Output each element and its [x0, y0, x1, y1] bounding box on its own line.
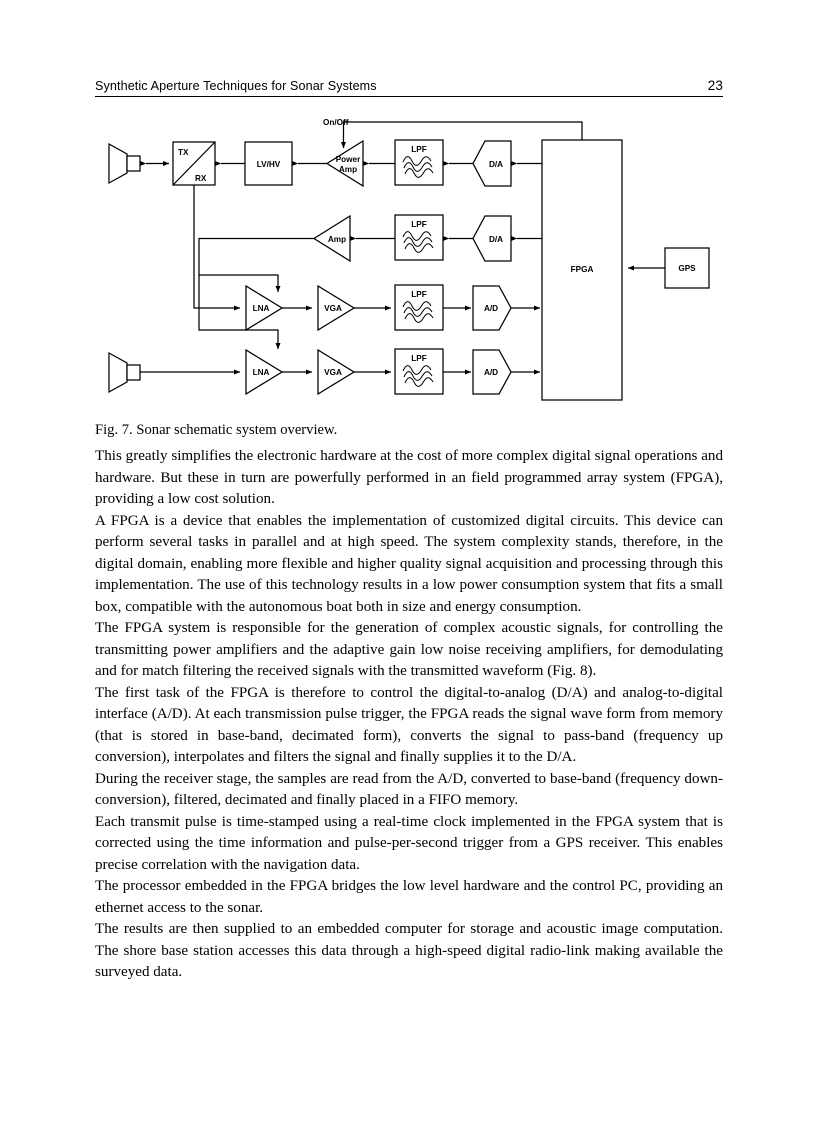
body-text — [95, 446, 723, 984]
paragraph: The processor embedded in the FPGA bridges the low level hardware and the control PC, providing an ethernet access to the sonar. — [95, 878, 723, 916]
label-lpf-tx: LPF — [411, 145, 427, 154]
label-fpga: FPGA — [570, 265, 594, 274]
label-on-off: On/Off — [323, 118, 349, 127]
label-rx: RX — [195, 174, 207, 183]
label-lna-b: LNA — [252, 368, 270, 377]
figure-caption: Fig. 7. Sonar schematic system overview. — [95, 422, 338, 438]
paragraph: The first task of the FPGA is therefore to control the digital-to-analog (D/A) and analog-to-digital interface (A/D). At each transmission pulse trigger, the FPGA reads the signal wave form from memory (that is stored in base-band, decimated form), converts the signal to pass-band (frequency up conversion), interpolates and filters the signal and finally supplies it to the D/A. — [95, 684, 723, 765]
transducer-top — [109, 144, 140, 183]
label-ad-a: A/D — [483, 304, 499, 313]
label-lpf-rx-b: LPF — [411, 354, 427, 363]
label-da-tx: D/A — [488, 160, 504, 169]
paragraph: During the receiver stage, the samples are read from the A/D, converted to base-band (frequency down-conversion), filtered, decimated and finally placed in a FIFO memory. — [95, 770, 723, 808]
label-da-gain: D/A — [488, 235, 504, 244]
label-lvhv: LV/HV — [256, 160, 281, 169]
label-power-amp-2: Amp — [338, 165, 358, 174]
paragraph: This greatly simplifies the electronic hardware at the cost of more complex digital signal operations and hardware. But these in turn are powerfully performed in an field programmed array system (FPGA), providing a low cost solution. — [95, 448, 723, 507]
paragraph: Each transmit pulse is time-stamped using a real-time clock implemented in the FPGA system that is corrected using the time information and pulse-per-second trigger from a GPS receiver. This enables precise correlation with the navigation data. — [95, 813, 723, 873]
page-number: 23 — [707, 78, 723, 93]
paragraph: The FPGA system is responsible for the generation of complex acoustic signals, for controlling the transmitting power amplifiers and the adaptive gain low noise receiving amplifiers, for demodulating and for match filtering the received signals with the transmitted waveform (Fig. 8). — [95, 620, 723, 679]
figure-sonar-schematic — [95, 115, 723, 410]
header-title: Synthetic Aperture Techniques for Sonar Systems — [95, 79, 377, 93]
label-lpf-rx-a: LPF — [411, 290, 427, 299]
label-tx: TX — [178, 148, 189, 157]
paragraph: The results are then supplied to an embedded computer for storage and acoustic image computation. The shore base station accesses this data through a high-speed digital radio-link making available the surveyed data. — [95, 921, 723, 980]
transducer-bottom — [109, 353, 140, 392]
label-vga-a: VGA — [324, 304, 342, 313]
label-lna-a: LNA — [252, 304, 270, 313]
label-lpf-gain: LPF — [411, 220, 427, 229]
paragraph: A FPGA is a device that enables the implementation of customized digital circuits. This device can perform several tasks in parallel and at high speed. The system complexity stands, therefore, in the digital domain, enabling more flexible and higher quality signal acquisition and processing through this implementation. The use of this technology results in a low power consumption system that fits a small box, compatible with the autonomous boat both in size and energy consumption. — [95, 512, 723, 615]
label-gps: GPS — [678, 264, 696, 273]
label-vga-b: VGA — [324, 368, 342, 377]
label-ad-b: A/D — [483, 368, 499, 377]
label-amp: Amp — [327, 235, 347, 244]
page-header — [95, 78, 723, 97]
label-power-amp-1: Power — [335, 155, 361, 164]
